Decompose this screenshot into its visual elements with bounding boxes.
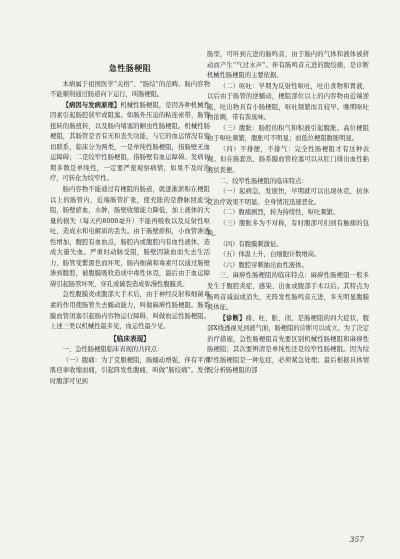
distension-paragraph: （三）腹胀：肠腔的积气和积液引起腹胀。高位梗阻由于呕吐频繁，腹胀可不明显；而低位梗阻腹胀明显。 [207, 124, 369, 143]
left-column [50, 64, 210, 387]
vomiting-paragraph: （二）呕吐：早期为反射性呕吐，吐出食物和胃液，以后由于肠管的逆蠕动，梗阻部位以上的内容物由近端逆流，吐出物具有小肠梗阻，呕吐频繁而且较早。晚期呕吐物浓稠，带有粪臭味。 [207, 82, 369, 122]
abdominal-pain-paragraph: （一）腹痛：为了克服梗阻，肠蠕动增强，伴有平滑肌痉挛收缩而痛，引起阵发性腹痛，叫做“肠绞痛”。发作时腹部可见到 [50, 356, 210, 385]
strangulated-item-5: （五）体温上升，白细胞计数增高。 [219, 251, 321, 259]
article-title: 急性肠梗阻 [108, 64, 152, 73]
clinical-heading: 【临床表现】 [110, 334, 150, 343]
strangulated-item-4: （四）有腹膜刺激征。 [219, 240, 283, 248]
continued-paragraph: 肠型，可听到亢进的肠鸣音，由于肠内的气体和液体被挤动而产生“气过水声”。伴有肠鸣音亢进的腹绞痛，是诊断机械性肠梗阻的主要依据。 [207, 51, 369, 80]
etiology-text: 机械性肠梗阻，是因各种机械性因素引起肠腔狭窄或阻塞。如肠外压迫的粘连索带、肠管扭转的肠扭转，以及肠内堵塞的蛔虫性肠梗阻。机械性肠梗阻，其肠管是否有无和丧失功能，与它的血运情况有密切联系，临床分为两类，一是单纯性肠梗阻，指肠壁无血运障碍；二是绞窄性肠梗阻，指肠壁有血运障碍。发病初期多数是单纯性，一定要严密观察病情，如果不及时治疗，可转化为绞窄性。 [50, 101, 211, 183]
intro-paragraph: 本病属于祖国医学“关格”、“肠结”的范畴。肠内容物不能顺利通过肠道向下运行，叫肠梗阻。 [50, 80, 210, 99]
types-paragraph: 急性腹膜炎或腹部大手术后，由于神经反射和细菌毒素的作用使肠管失去蠕动能力，叫做麻痹性肠梗阻。肠系膜血管闭塞引起肠内容物运行障碍，叫做血运性肠梗阻。上述三类以机械性最多见，血运性最少见。 [50, 291, 210, 331]
strangulated-heading: 二、绞窄性肠梗阻的临床特点： [219, 177, 308, 185]
diagnosis-heading: 【诊断】 [219, 314, 246, 322]
strangulated-item-6: （六）腹腔穿刺抽出血性液体。 [219, 261, 308, 269]
right-column [207, 50, 369, 377]
pathophysiology-paragraph: 肠内容物不能通过有梗阻的肠道，就逐渐淤积在梗阻以上的肠管内，近端肠管扩张，使充胀的是静脉回流受阻，肠壁瘀血，水肿，肠壁收缩能力降低，加上液体的大量的损失（每天约8000毫升）不能再吸收以及反射性呕吐，造成水和电解质的丢失。由于肠壁瘀积，小血管渗透性增加，腹腔有血血点，肠腔内或腹腔内有血性液体，造成大量失血。严重时动脉受阻，肠壁因缺血而失去生活力，肠管变紫黑色而坏死，肠内细菌和毒素可以通过肠壁渗到腹腔，被腹膜吸收造成中毒性休克，最后由于血运障碍引起肠管坏死、穿孔或破裂造成弥漫性腹膜炎。 [50, 186, 210, 288]
strangulated-item-3: （三）腹胀多为不对称，有时腹部可扪到有触痛的包块。 [207, 219, 369, 238]
obstipation-paragraph: （四）不排便，不排气：完全性肠梗阻才有这种表现。但在肠套迭，肠系膜血管栓塞可以从肛门排出血性粘液状粪便。 [207, 145, 369, 175]
common-features-heading: 一、急性肠梗阻临床表现的共同点： [62, 346, 164, 354]
diagnosis-text: 痛、吐、胀、闭，是肠梗阻的四大症状，腹部X线透视见到液气面，肠梗阻的诊断可以成立。为了决定治疗措施，急性肠梗阻首先要区别机械性肠梗阻和麻痹性肠梗阻；其次要辨清是单纯性还是绞窄性肠梗阻。因为绞窄性肠梗阻是一种危症，必须紧急处理；最后根据具体情况分析肠梗阻的部 [207, 314, 370, 375]
page-number: 357 [349, 535, 364, 544]
etiology-paragraph [50, 101, 210, 185]
strangulated-item-1: （一）起病急，发展快，早期就可以出现休克，抗休克治疗效果不明显。全身情况迅速恶化。 [207, 188, 369, 206]
paralytic-paragraph: 三、麻痹性肠梗阻的临床特点：麻痹性肠梗阻一般多发生于腹腔炎症、感染、出血或腹部手术以后。其特点为肠鸣音减弱或消失，无阵发性肠鸣音亢进，多无明显腹膜炎体征。 [207, 272, 369, 312]
etiology-heading: 【病因与发病原理】 [62, 101, 121, 109]
diagnosis-paragraph [207, 314, 369, 377]
strangulated-item-2: （二）腹痛剧烈，转为持续性，呕吐频繁。 [219, 209, 340, 217]
